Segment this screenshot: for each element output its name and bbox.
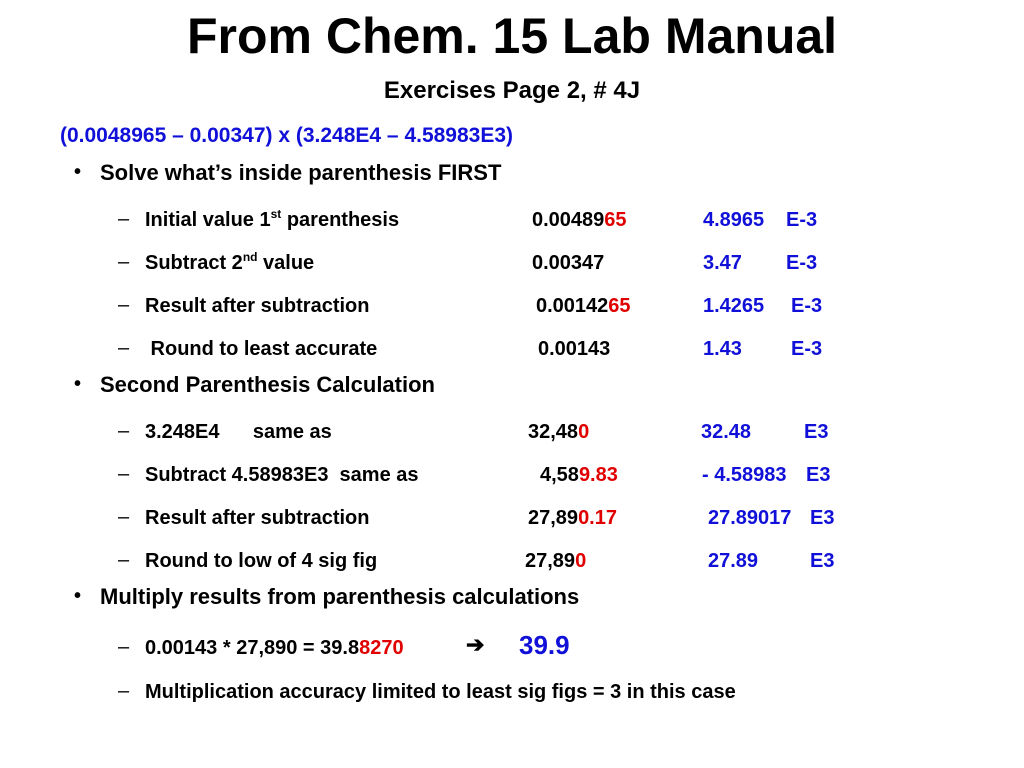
row-label: 3.248E4 same as bbox=[145, 421, 332, 443]
row-value: 0.0048965 bbox=[532, 209, 627, 231]
bullet-marker: • bbox=[74, 161, 82, 183]
expression: (0.0048965 – 0.00347) x (3.248E4 – 4.58983E3) bbox=[60, 124, 514, 147]
dash-marker: – bbox=[118, 463, 130, 485]
row-value: 27,890.17 bbox=[528, 507, 617, 529]
slide-title: From Chem. 15 Lab Manual bbox=[186, 8, 838, 64]
dash-marker: – bbox=[118, 294, 130, 316]
final-answer: 39.9 bbox=[519, 630, 570, 660]
slide-subtitle: Exercises Page 2, # 4J bbox=[383, 77, 641, 104]
row-value: 4,589.83 bbox=[540, 464, 618, 486]
row-value: 27,890 bbox=[525, 550, 587, 572]
row-sci-exponent: E3 bbox=[804, 421, 829, 443]
row-label: Result after subtraction bbox=[145, 507, 370, 529]
bullet-1-heading: Solve what’s inside parenthesis FIRST bbox=[100, 160, 502, 185]
row-sci-exponent: E3 bbox=[806, 464, 831, 486]
product-calculation: 0.00143 * 27,890 = 39.88270 bbox=[145, 637, 404, 659]
row-sci-mantissa: 1.43 bbox=[703, 338, 742, 360]
row-sci-exponent: E-3 bbox=[786, 209, 818, 231]
bullet-marker: • bbox=[74, 373, 82, 395]
row-sci-mantissa: 3.47 bbox=[703, 252, 742, 274]
bullet-2-heading: Second Parenthesis Calculation bbox=[100, 372, 435, 397]
row-value: 32,480 bbox=[528, 421, 590, 443]
row-value: 0.00143 bbox=[538, 338, 611, 360]
row-sci-exponent: E-3 bbox=[786, 252, 818, 274]
row-sci-mantissa: 27.89017 bbox=[708, 507, 792, 529]
dash-marker: – bbox=[118, 680, 130, 702]
row-label: Round to low of 4 sig fig bbox=[145, 550, 378, 572]
row-sci-mantissa: 4.8965 bbox=[703, 209, 765, 231]
row-sci-exponent: E-3 bbox=[791, 338, 823, 360]
bullet-3-heading: Multiply results from parenthesis calculations bbox=[100, 584, 580, 609]
row-label: Subtract 4.58983E3 same as bbox=[145, 464, 419, 486]
dash-marker: – bbox=[118, 208, 130, 230]
row-label: Result after subtraction bbox=[145, 295, 370, 317]
row-label: Initial value 1st parenthesis bbox=[145, 207, 400, 231]
row-value: 0.0014265 bbox=[536, 295, 631, 317]
dash-marker: – bbox=[118, 506, 130, 528]
dash-marker: – bbox=[118, 636, 130, 658]
row-sci-exponent: E3 bbox=[810, 507, 835, 529]
right-arrow-icon: ➔ bbox=[466, 632, 485, 657]
dash-marker: – bbox=[118, 251, 130, 273]
row-value: 0.00347 bbox=[532, 252, 605, 274]
dash-marker: – bbox=[118, 337, 130, 359]
row-sci-mantissa: 1.4265 bbox=[703, 295, 765, 317]
row-label: Subtract 2nd value bbox=[145, 250, 315, 274]
bullet-marker: • bbox=[74, 585, 82, 607]
row-sci-mantissa: - 4.58983 bbox=[702, 464, 787, 486]
dash-marker: – bbox=[118, 549, 130, 571]
row-sci-mantissa: 32.48 bbox=[701, 421, 752, 443]
dash-marker: – bbox=[118, 420, 130, 442]
row-label: Round to least accurate bbox=[145, 338, 378, 360]
row-sci-mantissa: 27.89 bbox=[708, 550, 759, 572]
accuracy-note: Multiplication accuracy limited to least sig figs = 3 in this case bbox=[145, 681, 736, 703]
row-sci-exponent: E3 bbox=[810, 550, 835, 572]
row-sci-exponent: E-3 bbox=[791, 295, 823, 317]
